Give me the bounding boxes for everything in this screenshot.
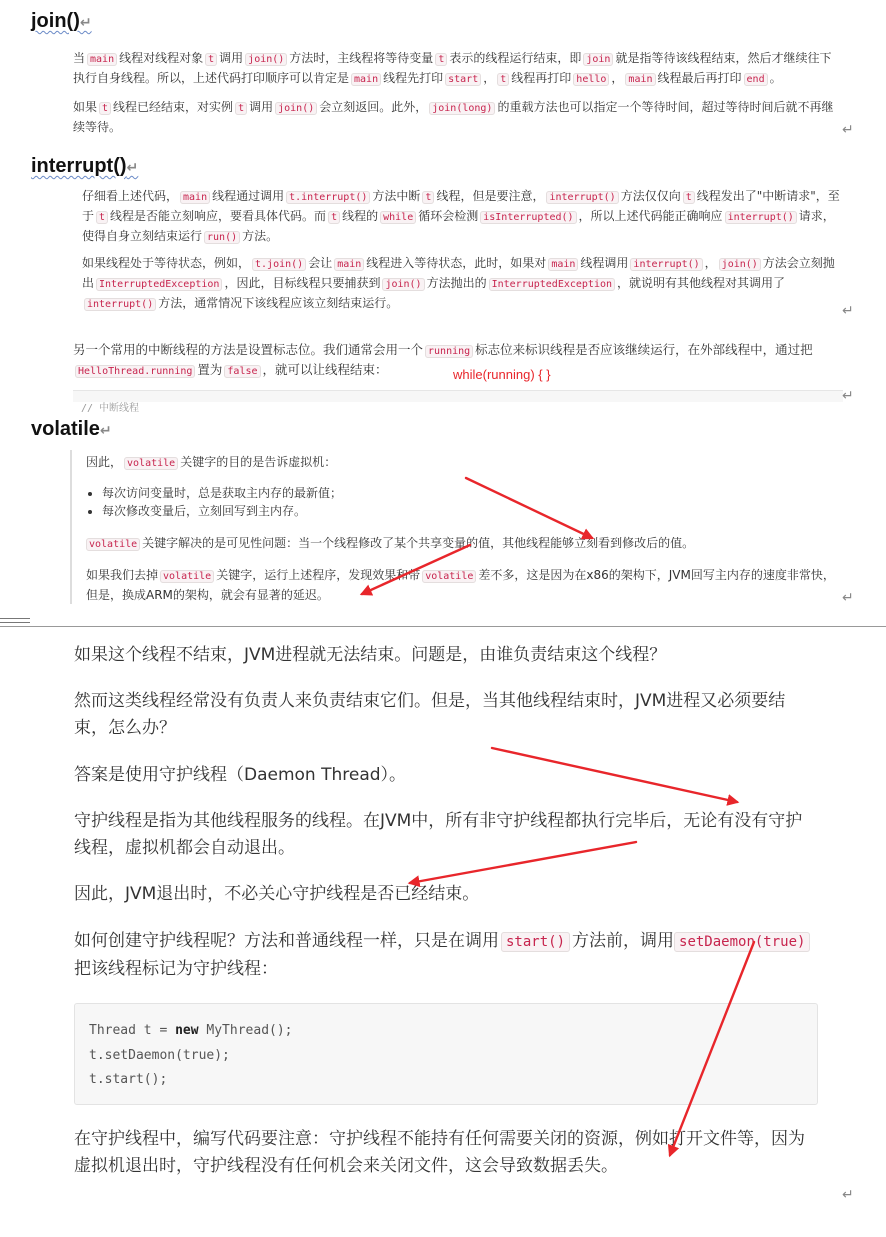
join-paragraph-1: 当 main 线程对线程对象 t 调用 join() 方法时，主线程将等待变量 t 表示的线程运行结束，即 join 就是指等待该线程结束，然后才继续往下执行自身线程。所以，上述代码打印顺序可以肯定是 main 线程先打印 start ， t 线程再打印 hello ， main 线程最后再打印 end 。 bbox=[73, 51, 832, 85]
return-mark: ↵ bbox=[842, 122, 854, 138]
code-line: t.setDaemon(true); bbox=[89, 1047, 230, 1063]
heading-join: join()↵ bbox=[31, 10, 92, 32]
return-mark: ↵ bbox=[842, 388, 854, 404]
interrupt-paragraph-1: 仔细看上述代码， main 线程通过调用 t.interrupt() 方法中断 t 线程，但是要注意， interrupt() 方法仅仅向 t 线程发出了"中断请求"，至于 t 线程是否能立刻响应，要看具体代码。而 t 线程的 while 循环会检测 isInterrupted() ，所以上述代码能正确响应 interrupt() 请求，使得自身立刻结束运行 run() 方法。 bbox=[82, 189, 840, 243]
section-divider bbox=[0, 626, 886, 627]
volatile-paragraph-2: volatile 关键字解决的是可见性问题：当一个线程修改了某个共享变量的值，其他线程能够立刻看到修改后的值。 bbox=[86, 534, 836, 554]
daemon-paragraph-7: 在守护线程中，编写代码要注意：守护线程不能持有任何需要关闭的资源，例如打开文件等，因为虚拟机退出时，守护线程没有任何机会来关闭文件，这会导致数据丢失。 bbox=[74, 1129, 805, 1176]
interrupt-paragraph-3: 另一个常用的中断线程的方法是设置标志位。我们通常会用一个 running 标志位来标识线程是否应该继续运行，在外部线程中，通过把HelloThread.running 置为 false ，就可以让线程结束： bbox=[73, 342, 813, 377]
daemon-paragraph-2: 然而这类线程经常没有负责人来负责结束它们。但是，当其他线程结束时，JVM进程又必须要结束，怎么办？ bbox=[74, 691, 786, 738]
volatile-paragraph-3: 如果我们去掉 volatile 关键字，运行上述程序，发现效果和带 volatile 差不多，这是因为在x86的架构下，JVM回写主内存的速度非常快，但是，换成ARM的架构，就会有显著的延迟。 bbox=[86, 568, 835, 602]
while-running-annotation: while(running) { } bbox=[453, 367, 551, 382]
code-line: t.start(); bbox=[89, 1072, 168, 1087]
volatile-intro: 因此， volatile 关键字的目的是告诉虚拟机： bbox=[86, 455, 337, 469]
cutoff-code-block: // 中断线程 bbox=[73, 390, 843, 402]
daemon-paragraph-4: 守护线程是指为其他线程服务的线程。在JVM中，所有非守护线程都执行完毕后，无论有没有守护线程，虚拟机都会自动退出。 bbox=[74, 811, 803, 858]
heading-volatile: volatile↵ bbox=[31, 418, 112, 440]
code-line: Thread t = new MyThread(); bbox=[89, 1023, 293, 1038]
interrupt-paragraph-2: 如果线程处于等待状态，例如， t.join() 会让 main 线程进入等待状态，此时，如果对 main 线程调用 interrupt() ， join() 方法会立刻抛出 InterruptedException ，因此，目标线程只要捕获到 join() 方法抛出的 InterruptedException ，就说明有其他线程对其调用了interrupt() 方法，通常情况下该线程应该立刻结束运行。 bbox=[82, 256, 835, 310]
return-mark: ↵ bbox=[842, 303, 854, 319]
daemon-paragraph-3: 答案是使用守护线程（Daemon Thread）。 bbox=[74, 765, 407, 785]
daemon-paragraph-1: 如果这个线程不结束，JVM进程就无法结束。问题是，由谁负责结束这个线程？ bbox=[74, 645, 667, 665]
heading-interrupt: interrupt()↵ bbox=[31, 155, 139, 177]
join-paragraph-2: 如果 t 线程已经结束，对实例 t 调用 join() 会立刻返回。此外， join(long) 的重载方法也可以指定一个等待时间，超过等待时间后就不再继续等待。 bbox=[73, 100, 834, 134]
code-block bbox=[74, 1003, 818, 1105]
volatile-bullet-list bbox=[72, 484, 832, 520]
return-mark: ↵ bbox=[842, 590, 854, 606]
return-mark: ↵ bbox=[842, 1187, 854, 1203]
list-item: • 每次访问变量时，总是获取主内存的最新值； bbox=[102, 484, 832, 502]
daemon-paragraph-5: 因此，JVM退出时，不必关心守护线程是否已经结束。 bbox=[74, 884, 480, 904]
daemon-paragraph-6: 如何创建守护线程呢？方法和普通线程一样，只是在调用 start() 方法前，调用 setDaemon(true)把该线程标记为守护线程： bbox=[74, 928, 814, 983]
list-item: • 每次修改变量后，立刻回写到主内存。 bbox=[102, 502, 832, 520]
